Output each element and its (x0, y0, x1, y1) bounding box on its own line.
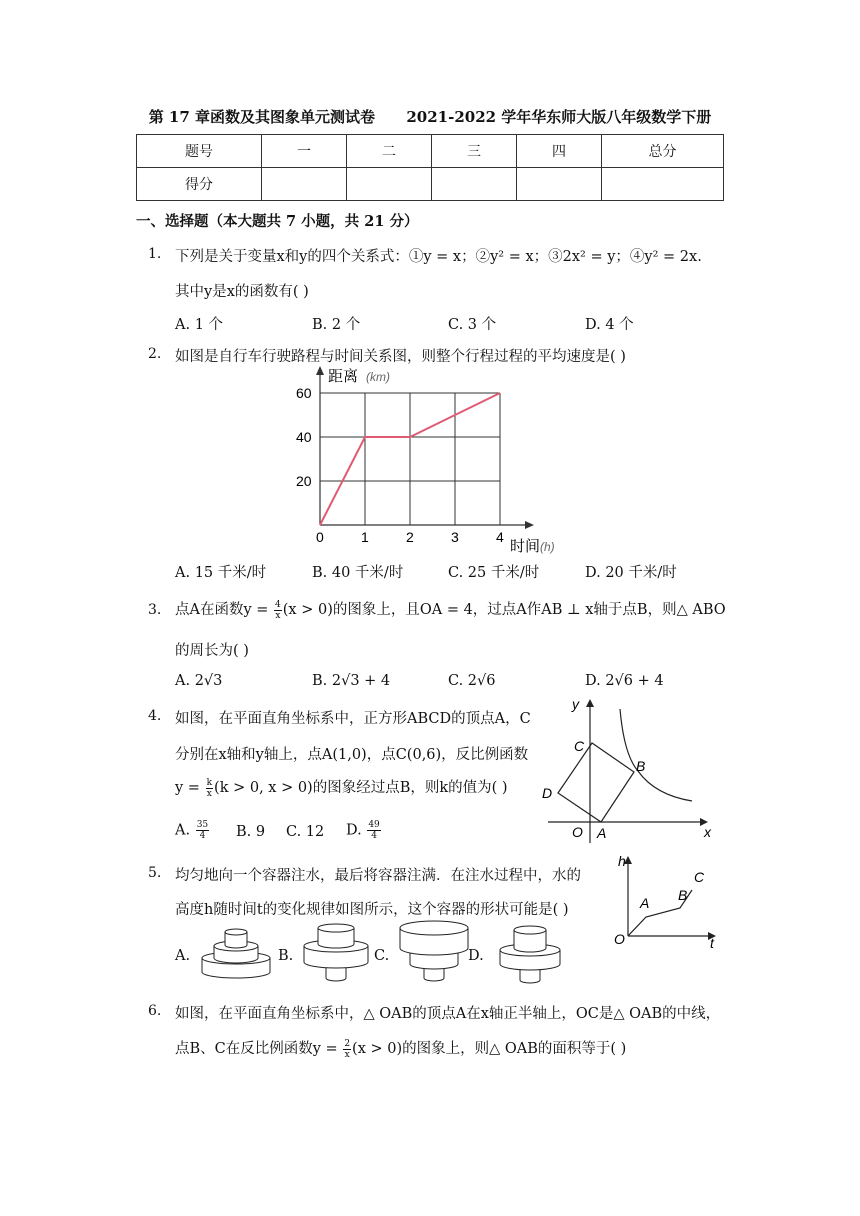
square-abcd (558, 743, 634, 822)
option-b: B. 2√3 + 4 (312, 673, 391, 689)
container-d-icon (494, 920, 568, 986)
option-d: D. 20 千米/时 (585, 565, 677, 581)
text-part: (k > 0, x > 0)的图象经过点B，则k的值为( ) (214, 780, 508, 796)
question-text: 的周长为( ) (175, 643, 249, 659)
option-b: B. (278, 948, 294, 964)
x-axis-arrow (525, 521, 534, 529)
x-tick-label: 0 (316, 529, 324, 545)
hyperbola-curve (620, 709, 692, 801)
score-cell (602, 168, 724, 201)
height-time-figure (608, 852, 724, 952)
score-cell (347, 168, 432, 201)
question-text: 如图，在平面直角坐标系中，正方形ABCD的顶点A，C (175, 711, 531, 727)
fraction (196, 820, 209, 841)
question-text: 分别在x轴和y轴上，点A(1,0)，点C(0,6)，反比例函数 (175, 747, 529, 763)
question-number: 2. (148, 346, 162, 362)
fraction-numerator: 2 (344, 1038, 351, 1049)
fraction (206, 778, 213, 799)
text-part: (x > 0)的图象上，则△ OAB的面积等于( ) (352, 1041, 627, 1057)
score-cell (517, 168, 602, 201)
option-a: A. 15 千米/时 (175, 565, 267, 581)
text-part: y = (175, 780, 205, 796)
x-tick-label: 1 (361, 529, 369, 545)
text-part: (x > 0)的图象上，且OA = 4，过点A作AB ⊥ x轴于点B，则△ ABO (282, 602, 726, 618)
header-cell: 题号 (137, 135, 262, 168)
container-c-icon (396, 916, 476, 984)
header-cell: 三 (432, 135, 517, 168)
container-a-icon (198, 920, 276, 984)
question-text (175, 598, 726, 621)
question-text: 如图是自行车行驶路程与时间关系图，则整个行程过程的平均速度是( ) (175, 349, 626, 365)
fraction-denominator: 4 (199, 831, 206, 841)
option-d: D. (468, 948, 484, 964)
label-a: A (597, 825, 607, 841)
section-heading: 一、选择题（本大题共 7 小题，共 21 分） (136, 213, 419, 230)
label-x: x (704, 824, 711, 840)
question-text (175, 1037, 626, 1060)
text-part: 点A在函数y = (175, 602, 274, 618)
option-c: C. 2√6 (448, 673, 496, 689)
score-table-header-row (137, 135, 724, 168)
label-o: O (572, 824, 583, 840)
y-tick-label: 60 (296, 385, 312, 401)
question-number: 3. (148, 602, 162, 618)
header-cell: 二 (347, 135, 432, 168)
label-d: D (542, 785, 553, 801)
fraction-denominator: x (206, 788, 212, 799)
score-cell (262, 168, 347, 201)
option-d (346, 820, 382, 841)
label-c: C (694, 869, 705, 885)
question-number: 6. (148, 1003, 162, 1019)
label-o: O (614, 931, 625, 947)
option-a (175, 820, 210, 841)
fraction-numerator: 4 (275, 599, 281, 610)
option-a: A. 1 个 (175, 317, 224, 333)
option-label: D. (346, 822, 362, 839)
option-b: B. 40 千米/时 (312, 565, 404, 581)
score-table (136, 134, 724, 201)
question-text: 均匀地向一个容器注水，最后将容器注满．在注水过程中，水的 (175, 868, 581, 884)
label-a: A (640, 895, 650, 911)
fraction-numerator: 35 (196, 820, 209, 830)
chart-grid (320, 393, 500, 525)
label-c: C (574, 738, 585, 754)
question-number: 5. (148, 865, 162, 881)
option-c: C. (374, 948, 390, 964)
option-a: A. 2√3 (175, 673, 223, 689)
y-axis-arrow (586, 699, 594, 707)
y-axis-label: 距离 (328, 368, 359, 385)
question-number: 1. (148, 246, 162, 262)
option-c: C. 3 个 (448, 317, 497, 333)
score-cell (432, 168, 517, 201)
label-y: y (572, 696, 579, 712)
question-text: 如图，在平面直角坐标系中，△ OAB的顶点A在x轴正半轴上，OC是△ OAB的中线， (175, 1006, 721, 1022)
option-b: B. 2 个 (312, 317, 361, 333)
option-c: C. 25 千米/时 (448, 565, 540, 581)
fraction (274, 600, 282, 621)
container-b-icon (298, 920, 376, 984)
question-text: 其中y是x的函数有( ) (175, 284, 309, 300)
fraction (343, 1039, 351, 1060)
x-axis-unit: (h) (540, 540, 555, 554)
x-axis-label: 时间 (510, 538, 541, 555)
label-b: B (678, 887, 688, 903)
question-text: 高度h随时间t的变化规律如图所示，这个容器的形状可能是( ) (175, 902, 569, 918)
label-t: t (710, 935, 714, 951)
y-tick-label: 20 (296, 473, 312, 489)
page-title: 第 17 章函数及其图象单元测试卷 2021-2022 学年华东师大版八年级数学下册 (148, 108, 712, 126)
option-d: D. 4 个 (585, 317, 634, 333)
y-tick-label: 40 (296, 429, 312, 445)
option-c: C. 12 (286, 824, 325, 840)
x-tick-label: 4 (496, 529, 504, 545)
x-tick-label: 3 (451, 529, 459, 545)
fraction-numerator: k (206, 777, 213, 788)
question-text (175, 776, 508, 799)
fraction-denominator: 4 (371, 831, 377, 841)
option-d: D. 2√6 + 4 (585, 673, 664, 689)
fraction-numerator: 49 (368, 820, 380, 830)
header-cell: 总分 (602, 135, 724, 168)
text-part: 点B、C在反比例函数y = (175, 1041, 343, 1057)
y-axis-arrow (316, 366, 324, 375)
header-cell: 一 (262, 135, 347, 168)
option-a: A. (175, 948, 191, 964)
square-hyperbola-figure (540, 695, 720, 845)
header-cell: 四 (517, 135, 602, 168)
fraction (367, 820, 380, 841)
y-axis-unit: (km) (366, 370, 390, 384)
fraction-denominator: x (275, 610, 281, 621)
x-tick-label: 2 (406, 529, 414, 545)
distance-time-chart (290, 365, 570, 555)
label-h: h (618, 853, 626, 869)
row-label-cell: 得分 (137, 168, 262, 201)
label-b: B (636, 758, 646, 774)
question-text: 下列是关于变量x和y的四个关系式：①y = x；②y² = x；③2x² = y；④y² = 2x. (175, 249, 702, 265)
option-label: A. (175, 822, 191, 839)
option-b: B. 9 (236, 824, 266, 840)
score-table-score-row (137, 168, 724, 201)
fraction-denominator: x (344, 1049, 350, 1060)
question-number: 4. (148, 708, 162, 724)
